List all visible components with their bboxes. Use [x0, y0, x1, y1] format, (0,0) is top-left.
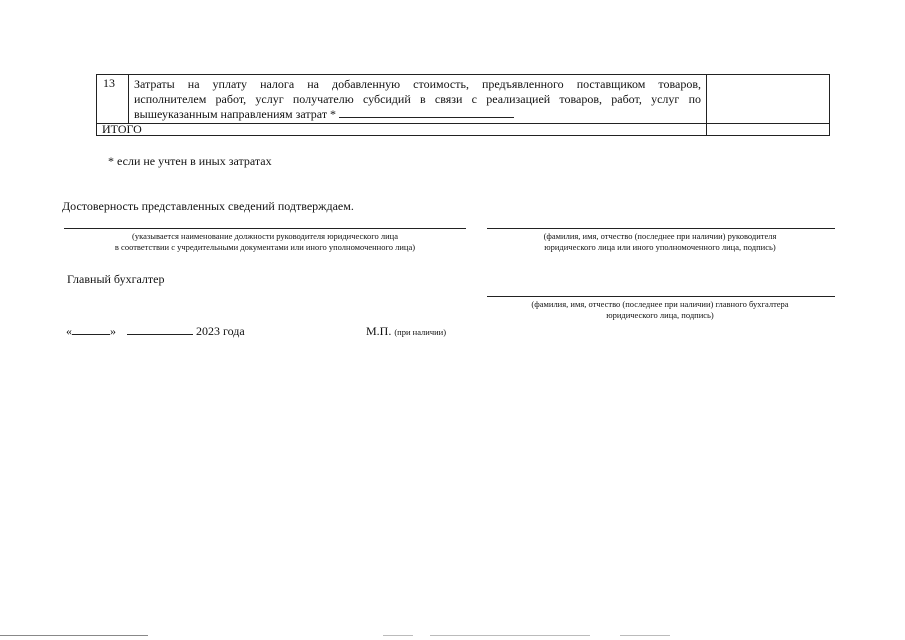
head-caption-line-1: (фамилия, имя, отчество (последнее при наличии) руководителя [543, 231, 777, 241]
position-caption-line-1: (указывается наименование должности руководителя юридического лица [132, 231, 398, 241]
accountant-caption [470, 299, 850, 321]
stamp-note: (при наличии) [394, 327, 447, 337]
accountant-caption-line-1: (фамилия, имя, отчество (последнее при наличии) главного бухгалтера [531, 299, 789, 309]
footnote: * если не учтен в иных затратах [108, 154, 272, 168]
table-row-13 [97, 75, 830, 124]
month-blank [127, 324, 193, 335]
accountant-caption-line-2: юридического лица, подпись) [606, 310, 714, 320]
stamp-label: М.П. [366, 324, 392, 338]
row-description-blank [339, 107, 514, 118]
date-close-quote: » [110, 324, 116, 338]
table-row-total [97, 124, 830, 136]
scan-mark-left [0, 635, 148, 636]
date-row [66, 324, 245, 339]
head-caption [470, 231, 850, 253]
accountant-signature-line [487, 296, 835, 297]
date-open-quote: « [66, 324, 72, 338]
total-label: ИТОГО [97, 124, 707, 136]
scan-mark-right [620, 635, 670, 636]
row-description [129, 75, 707, 124]
date-year-text: 2023 года [196, 324, 245, 338]
stamp-place [366, 324, 446, 339]
head-signature-line [487, 228, 835, 229]
scan-mark-mid-1 [383, 635, 413, 636]
row-number: 13 [97, 75, 129, 124]
row-value-cell [707, 75, 830, 124]
total-value-cell [707, 124, 830, 136]
position-caption-line-2: в соответствии с учредительными документами или иного уполномоченного лица) [114, 242, 416, 252]
day-blank [72, 324, 110, 335]
row-description-line-2: исполнителем работ, услуг получателю субсидий в связи с реализацией товаров, работ, услуг по [134, 92, 701, 106]
head-caption-line-2: юридического лица или иного уполномоченного лица, подпись) [544, 242, 776, 252]
position-signature-line [64, 228, 466, 229]
row-description-line-1: Затраты на уплату налога на добавленную стоимость, предъявленного поставщиком товаров, [134, 77, 701, 91]
chief-accountant-label: Главный бухгалтер [67, 272, 165, 286]
expense-table [96, 74, 830, 136]
row-description-line-3 [134, 107, 701, 122]
scan-mark-mid-2 [430, 635, 590, 636]
row-description-line-3-text: вышеуказанным направлениям затрат * [134, 107, 337, 121]
confirmation-text: Достоверность представленных сведений подтверждаем. [62, 199, 354, 213]
position-caption [40, 231, 490, 253]
